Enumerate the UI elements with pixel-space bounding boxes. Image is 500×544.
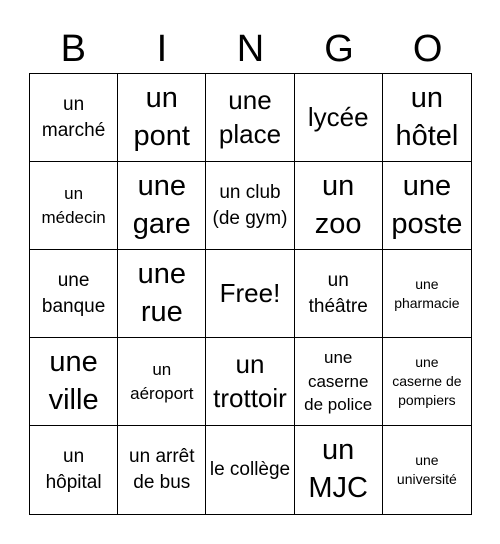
cell-text: une rue — [137, 257, 186, 328]
cell-text: une université — [396, 452, 457, 487]
bingo-cell[interactable] — [383, 250, 471, 338]
cell-text: une place — [218, 84, 282, 149]
bingo-cell[interactable] — [206, 162, 294, 250]
cell-text: une poste — [391, 169, 463, 240]
bingo-cell[interactable] — [118, 250, 206, 338]
cell-text: un marché — [41, 93, 106, 141]
bingo-cell[interactable] — [206, 426, 294, 514]
bingo-cell[interactable] — [295, 250, 383, 338]
header-letter-n: N — [236, 28, 265, 70]
cell-text: une caserne de pompiers — [392, 354, 462, 408]
cell-text: un pont — [133, 81, 190, 152]
cell-text: un club (de gym) — [212, 181, 288, 229]
bingo-board — [29, 73, 472, 515]
cell-text: un trottoir — [213, 348, 287, 413]
cell-text: un arrêt de bus — [129, 446, 195, 493]
header-letter-i: I — [156, 28, 168, 70]
cell-text: lycée — [307, 101, 369, 132]
cell-text: un hôpital — [45, 446, 102, 493]
bingo-cell[interactable] — [118, 338, 206, 426]
bingo-cell[interactable] — [118, 426, 206, 514]
cell-text: un médecin — [41, 183, 106, 227]
bingo-cell[interactable] — [30, 250, 118, 338]
cell-text: un aéroport — [130, 359, 194, 403]
bingo-cell[interactable] — [206, 338, 294, 426]
header-letter-g: G — [324, 28, 354, 70]
bingo-cell[interactable] — [383, 338, 471, 426]
cell-text: une pharmacie — [394, 275, 460, 311]
header-letter-b: B — [60, 28, 86, 70]
bingo-cell[interactable] — [206, 74, 294, 162]
bingo-cell[interactable] — [295, 338, 383, 426]
cell-text: un hôtel — [395, 81, 459, 152]
bingo-header — [29, 24, 472, 74]
bingo-cell[interactable] — [30, 426, 118, 514]
bingo-cell[interactable] — [30, 162, 118, 250]
cell-text: un théâtre — [308, 269, 368, 317]
cell-text: une banque — [41, 269, 106, 317]
bingo-cell[interactable] — [118, 74, 206, 162]
cell-text: une caserne de police — [304, 347, 373, 415]
bingo-cell[interactable] — [118, 162, 206, 250]
cell-text: un MJC — [308, 434, 368, 504]
bingo-cell[interactable] — [295, 74, 383, 162]
bingo-cell[interactable] — [383, 74, 471, 162]
cell-text: une ville — [48, 345, 99, 416]
cell-text: une gare — [132, 169, 191, 240]
bingo-cell[interactable] — [383, 426, 471, 514]
cell-text: un zoo — [314, 169, 362, 240]
cell-text: le collège — [209, 459, 291, 481]
bingo-cell[interactable] — [30, 74, 118, 162]
bingo-cell[interactable] — [383, 162, 471, 250]
free-space[interactable] — [206, 250, 294, 338]
bingo-cell[interactable] — [30, 338, 118, 426]
bingo-cell[interactable] — [295, 162, 383, 250]
bingo-cell[interactable] — [295, 426, 383, 514]
header-letter-o: O — [412, 28, 443, 70]
free-space-label: Free! — [219, 277, 281, 308]
